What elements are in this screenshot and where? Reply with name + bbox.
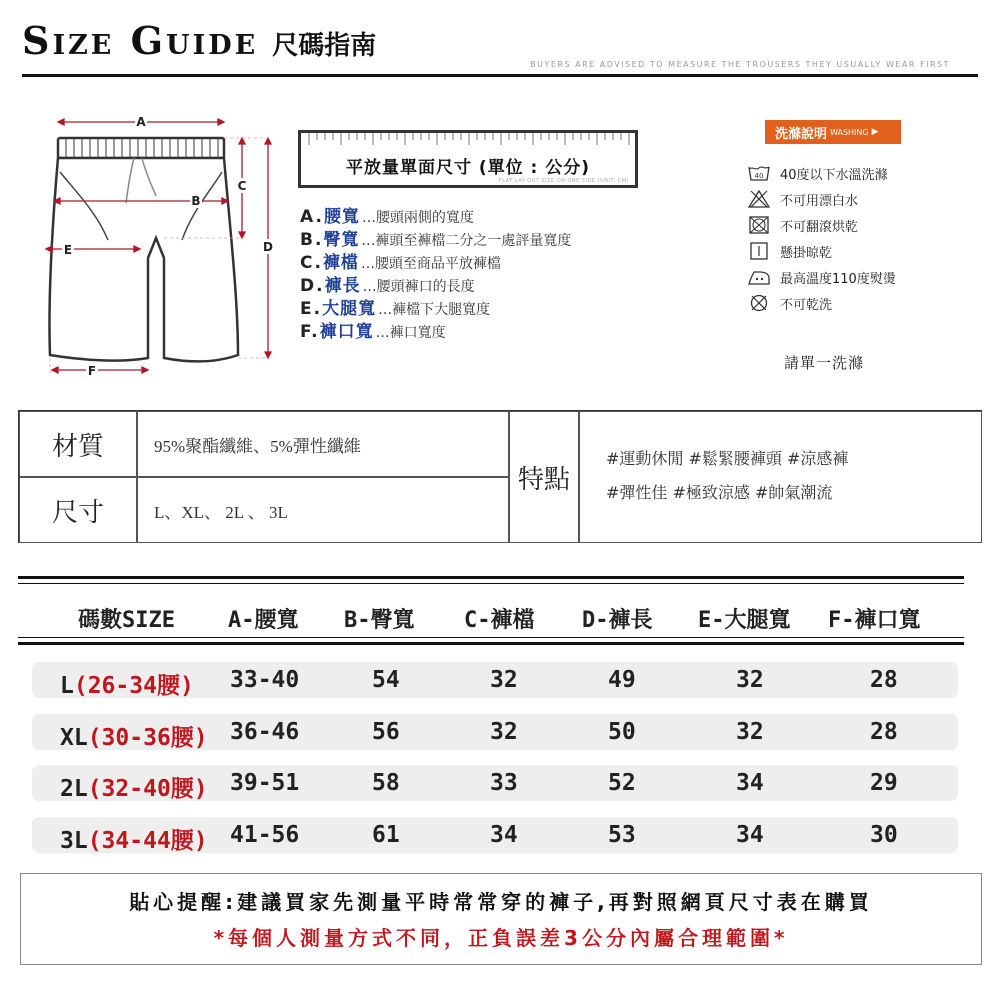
value-cell: 32 — [736, 719, 764, 745]
washing-item — [748, 212, 988, 238]
dim-label-b: B — [191, 194, 201, 208]
col-header-thigh: E-大腿寬 — [698, 608, 791, 633]
definition-term: 褲檔 — [322, 253, 359, 273]
value-cell: 33 — [490, 770, 518, 796]
dim-label-d: D — [263, 240, 273, 254]
definition-item — [300, 317, 720, 340]
size-table-header — [18, 593, 964, 637]
no-tumble-dry-icon — [748, 216, 770, 234]
size-code: L — [60, 673, 74, 699]
col-header-length: D-褲長 — [582, 608, 653, 633]
definition-letter: C. — [300, 253, 323, 273]
definition-item — [300, 225, 720, 248]
definition-desc: …褲檔下大腿寬度 — [378, 302, 491, 318]
material-value: 95%聚酯纖維、5%彈性纖維 — [137, 411, 509, 477]
washing-list — [748, 160, 988, 316]
definition-desc: …腰頭至商品平放褲檔 — [360, 256, 501, 272]
washing-item — [748, 186, 988, 212]
shorts-diagram — [30, 108, 290, 388]
value-cell: 28 — [870, 719, 898, 745]
value-cell: 54 — [372, 667, 400, 693]
size-range: (30-36腰) — [87, 725, 208, 751]
dim-label-f: F — [87, 364, 97, 378]
value-cell: 49 — [608, 667, 636, 693]
tip-warning: *每個人測量方式不同，正負誤差3公分內屬合理範圍* — [213, 926, 789, 950]
washing-note: 請單一洗滌 — [784, 354, 865, 372]
value-cell: 41-56 — [230, 822, 300, 848]
wash-40-icon — [748, 164, 770, 182]
value-cell: 53 — [608, 822, 636, 848]
value-cell: 32 — [736, 667, 764, 693]
line-dry-icon — [748, 242, 770, 260]
size-code: 2L — [60, 776, 88, 802]
measure-subtitle: FLAT LAY-OUT SIZE ON ONE SIDE (UNIT: CM) — [498, 178, 629, 184]
definition-term: 褲口寬 — [319, 322, 374, 342]
definition-letter: A. — [300, 207, 324, 227]
col-header-hem: F-褲口寬 — [828, 608, 921, 633]
size-cell — [60, 822, 208, 855]
definition-desc: …腰頭兩側的寬度 — [361, 210, 474, 226]
measure-title-box — [298, 130, 638, 188]
col-header-waist: A-腰寬 — [228, 608, 299, 633]
definition-term: 腰寬 — [323, 207, 360, 227]
definition-item — [300, 271, 720, 294]
washing-item — [748, 160, 988, 186]
definition-term: 臀寬 — [323, 230, 360, 250]
size-cell — [60, 770, 208, 803]
washing-badge-zh: 洗滌說明 — [775, 126, 828, 142]
washing-text: 不可翻滾烘乾 — [780, 219, 859, 235]
size-cell — [60, 719, 208, 752]
size-label: 尺寸 — [19, 477, 137, 543]
size-table-top-rule — [18, 576, 964, 579]
definition-item — [300, 248, 720, 271]
washing-item — [748, 238, 988, 264]
size-table-mid-rule — [18, 642, 964, 645]
dim-label-a: A — [136, 115, 146, 129]
definition-desc: …褲口寬度 — [375, 325, 446, 341]
definition-item — [300, 294, 720, 317]
material-label: 材質 — [19, 411, 137, 477]
page-title — [22, 18, 376, 74]
value-cell: 32 — [490, 719, 518, 745]
washing-text: 不可用漂白水 — [780, 193, 859, 209]
size-code: 3L — [60, 828, 88, 854]
definition-letter: F. — [300, 322, 320, 342]
shorts-outline — [49, 138, 238, 361]
washing-badge-en: WASHING — [830, 127, 869, 137]
value-cell: 34 — [490, 822, 518, 848]
value-cell: 28 — [870, 667, 898, 693]
title-english: Size Guide — [22, 18, 259, 63]
washing-item — [748, 264, 988, 290]
value-cell: 34 — [736, 822, 764, 848]
washing-text: 最高溫度110度熨燙 — [780, 271, 896, 287]
definition-desc: …褲頭至褲檔二分之一處評量寬度 — [361, 233, 572, 249]
feature-value — [579, 411, 982, 543]
title-chinese: 尺碼指南 — [272, 31, 377, 61]
value-cell: 56 — [372, 719, 400, 745]
definition-item — [300, 202, 720, 225]
definition-letter: D. — [300, 276, 325, 296]
size-range: (26-34腰) — [73, 673, 194, 699]
col-header-size: 碼數SIZE — [78, 608, 175, 633]
tip-text: 貼心提醒:建議買家先測量平時常常穿的褲子,再對照網頁尺寸表在購買 — [129, 890, 873, 914]
value-cell: 32 — [490, 667, 518, 693]
feature-line: #運動休閒 #鬆緊腰褲頭 #涼感褲 — [606, 449, 849, 468]
measurement-definitions — [300, 202, 720, 340]
washing-badge — [765, 120, 901, 144]
dim-label-e: E — [63, 243, 73, 257]
header-note: BUYERS ARE ADVISED TO MEASURE THE TROUSERS THEY USUALLY WEAR FIRST — [530, 60, 950, 69]
value-cell: 34 — [736, 770, 764, 796]
definition-term: 大腿寬 — [322, 299, 377, 319]
ruler-icon — [305, 133, 631, 147]
size-range: (32-40腰) — [87, 776, 208, 802]
header-divider — [22, 74, 978, 77]
size-cell — [60, 667, 194, 700]
material-table — [18, 410, 982, 543]
definition-desc: …腰頭褲口的長度 — [362, 279, 475, 295]
washing-text: 懸掛晾乾 — [780, 245, 833, 261]
definition-term: 褲長 — [324, 276, 361, 296]
definition-letter: B. — [300, 230, 324, 250]
size-code: XL — [60, 725, 88, 751]
value-cell: 33-40 — [230, 667, 300, 693]
dim-label-c: C — [237, 179, 247, 193]
feature-label: 特點 — [509, 411, 579, 543]
size-range: (34-44腰) — [87, 828, 208, 854]
size-table-mid-rule-thin — [18, 637, 964, 638]
washing-item — [748, 290, 988, 316]
iron-icon — [748, 268, 770, 286]
size-value: L、XL、 2L 、 3L — [137, 477, 509, 543]
value-cell: 36-46 — [230, 719, 300, 745]
definition-letter: E. — [300, 299, 323, 319]
value-cell: 29 — [870, 770, 898, 796]
tip-box — [20, 873, 982, 965]
svg-text:40: 40 — [754, 172, 764, 180]
col-header-rise: C-褲檔 — [464, 608, 535, 633]
size-table-top-rule-thin — [18, 583, 964, 584]
table-row — [32, 662, 958, 698]
value-cell: 61 — [372, 822, 400, 848]
table-row — [32, 817, 958, 853]
value-cell: 39-51 — [230, 770, 300, 796]
feature-line: #彈性佳 #極致涼感 #帥氣潮流 — [606, 483, 833, 502]
table-row — [32, 714, 958, 750]
measure-title: 平放量單面尺寸 (單位 : 公分) — [345, 158, 591, 178]
arrow-right-icon: ▶ — [871, 127, 879, 137]
value-cell: 30 — [870, 822, 898, 848]
value-cell: 58 — [372, 770, 400, 796]
washing-text: 不可乾洗 — [780, 297, 833, 313]
col-header-hip: B-臀寬 — [344, 608, 415, 633]
value-cell: 50 — [608, 719, 636, 745]
no-dry-clean-icon — [748, 294, 770, 312]
no-bleach-icon — [748, 190, 770, 208]
value-cell: 52 — [608, 770, 636, 796]
washing-text: 40度以下水溫洗滌 — [780, 167, 888, 183]
table-row — [32, 765, 958, 801]
